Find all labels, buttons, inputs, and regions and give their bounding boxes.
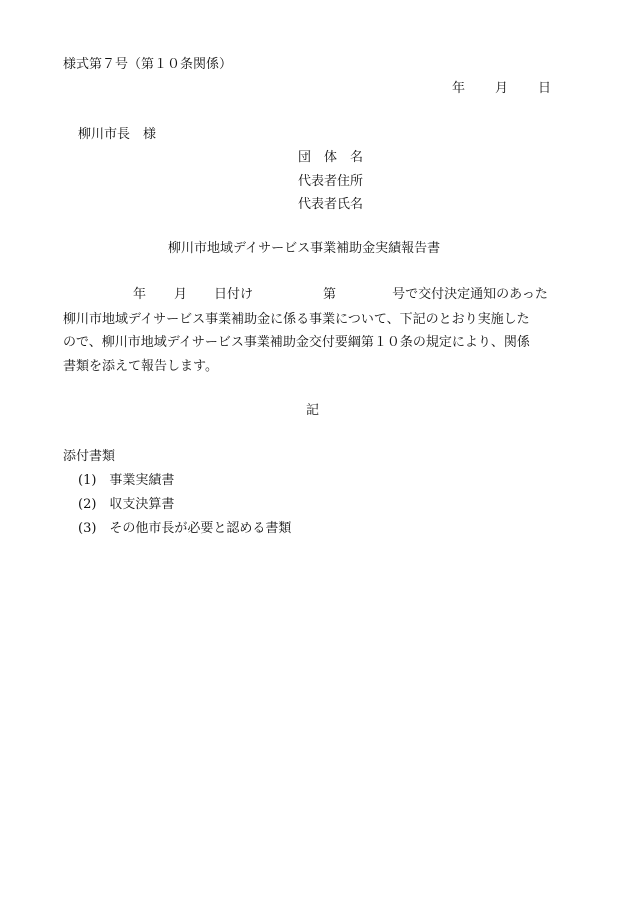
- body-day: 日付け: [214, 287, 254, 302]
- attachment-item: (3) その他市長が必要と認める書類: [78, 521, 292, 536]
- rep-address-label: 代表者住所: [298, 174, 364, 189]
- body-month: 月: [174, 287, 188, 302]
- ki-heading: 記: [306, 403, 320, 418]
- body-line-4: 書類を添えて報告します。: [63, 359, 218, 374]
- attachments-heading: 添付書類: [63, 449, 116, 464]
- org-name-label: 団 体 名: [298, 150, 364, 165]
- date-line: [452, 81, 551, 97]
- date-year: 年: [452, 81, 466, 96]
- form-number: 様式第７号（第１０条関係）: [63, 57, 233, 72]
- body-line-1-rest: 号で交付決定通知のあった: [392, 287, 548, 302]
- body-line-3: ので、柳川市地域デイサービス事業補助金交付要綱第１０条の規定により、関係: [63, 335, 530, 350]
- attachment-item: (2) 収支決算書: [78, 497, 175, 512]
- body-dai: 第: [323, 287, 337, 302]
- rep-name-label: 代表者氏名: [298, 197, 364, 212]
- attachment-item: (1) 事業実績書: [78, 473, 175, 488]
- body-year: 年: [133, 287, 147, 302]
- date-month: 月: [495, 81, 509, 96]
- document-title: 柳川市地域デイサービス事業補助金実績報告書: [168, 241, 441, 256]
- date-day: 日: [538, 81, 552, 96]
- addressee: 柳川市長 様: [78, 127, 157, 142]
- body-line-2: 柳川市地域デイサービス事業補助金に係る事業について、下記のとおり実施した: [63, 312, 530, 327]
- body-line-1: [63, 287, 548, 303]
